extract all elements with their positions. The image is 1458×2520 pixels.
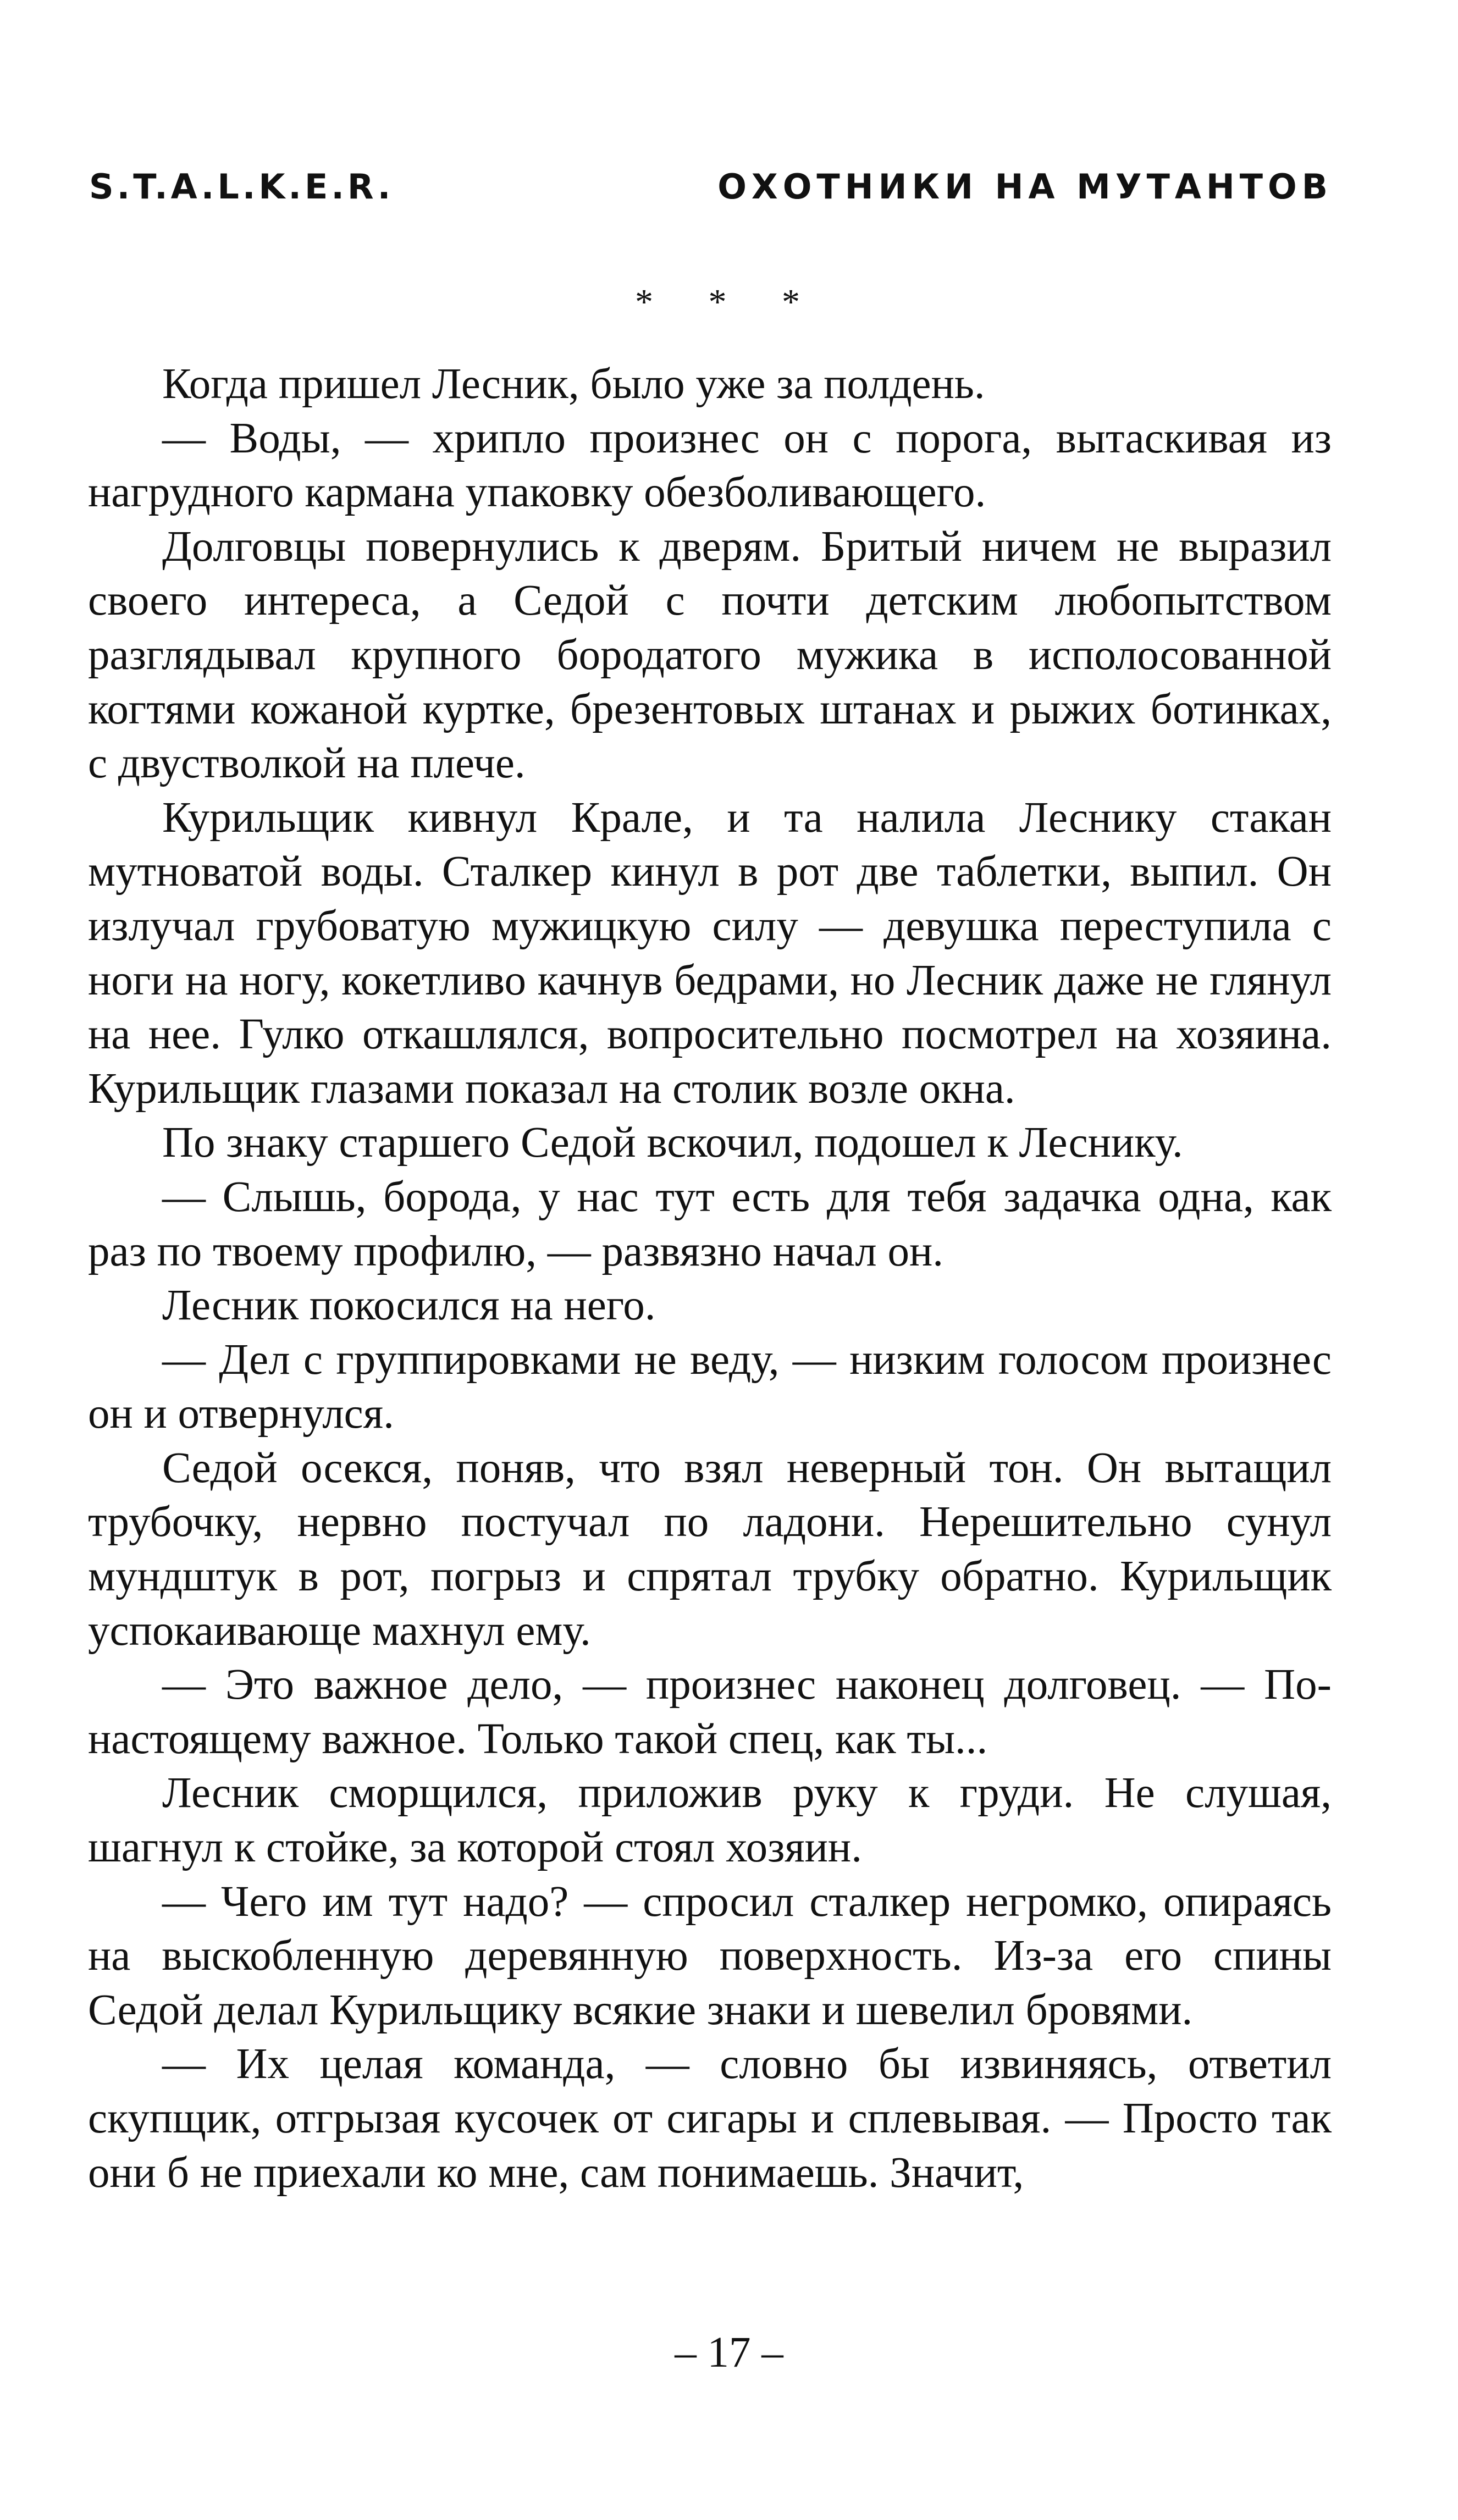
- section-separator: * * *: [635, 282, 823, 322]
- paragraph: Долговцы повернулись к дверям. Бритый ничем не выразил своего интереса, а Седой с почти детским любопытством разглядывал крупного бородатого мужика в исполосованной когтями кожаной куртке, брезентовых штанах и рыжих ботинках, с двустволкой на плече.: [88, 522, 1332, 788]
- paragraph: — Их целая команда, — словно бы извиняясь, ответил скупщик, отгрызая кусочек от сигары и сплевывая. — Просто так они б не приехали ко мне, сам понимаешь. Значит,: [88, 2040, 1332, 2197]
- paragraph: По знаку старшего Седой вскочил, подошел к Леснику.: [162, 1119, 1183, 1167]
- paragraph: Когда пришел Лесник, было уже за полдень.: [162, 360, 985, 408]
- series-title: S.T.A.L.K.E.R.: [89, 167, 394, 207]
- paragraph: — Это важное дело, — произнес наконец долговец. — По-настоящему важное. Только такой спец, как ты...: [88, 1661, 1332, 1763]
- paragraph: Курильщик кивнул Крале, и та налила Леснику стакан мутноватой воды. Сталкер кинул в рот две таблетки, выпил. Он излучал грубоватую мужицкую силу — девушка переступила с ноги на ногу, кокетливо качнув бедрами, но Лесник даже не глянул на нее. Гулко откашлялся, вопросительно посмотрел на хозяина. Курильщик глазами показал на столик возле окна.: [88, 793, 1332, 1113]
- page-number: – 17 –: [675, 2329, 783, 2377]
- running-header: [89, 159, 1333, 214]
- paragraph: — Дел с группировками не веду, — низким голосом произнес он и отвернулся.: [88, 1335, 1332, 1438]
- paragraph: Лесник покосился на него.: [162, 1281, 656, 1330]
- paragraph: — Чего им тут надо? — спросил сталкер негромко, опираясь на выскобленную деревянную поверхность. Из-за его спины Седой делал Курильщику всякие знаки и шевелил бровями.: [88, 1877, 1332, 2034]
- paragraph: Лесник сморщился, приложив руку к груди. Не слушая, шагнул к стойке, за которой стоял хозяин.: [88, 1769, 1332, 1872]
- body-text: [88, 357, 1332, 2200]
- paragraph: — Слышь, борода, у нас тут есть для тебя задачка одна, как раз по твоему профилю, — развязно начал он.: [88, 1173, 1332, 1275]
- paragraph: — Воды, — хрипло произнес он с порога, вытаскивая из нагрудного кармана упаковку обезболивающего.: [88, 414, 1332, 517]
- paragraph: Седой осекся, поняв, что взял неверный тон. Он вытащил трубочку, нервно постучал по ладони. Нерешительно сунул мундштук в рот, погрыз и спрятал трубку обратно. Курильщик успокаивающе махнул ему.: [88, 1444, 1332, 1655]
- book-title: ОХОТНИКИ НА МУТАНТОВ: [717, 167, 1333, 207]
